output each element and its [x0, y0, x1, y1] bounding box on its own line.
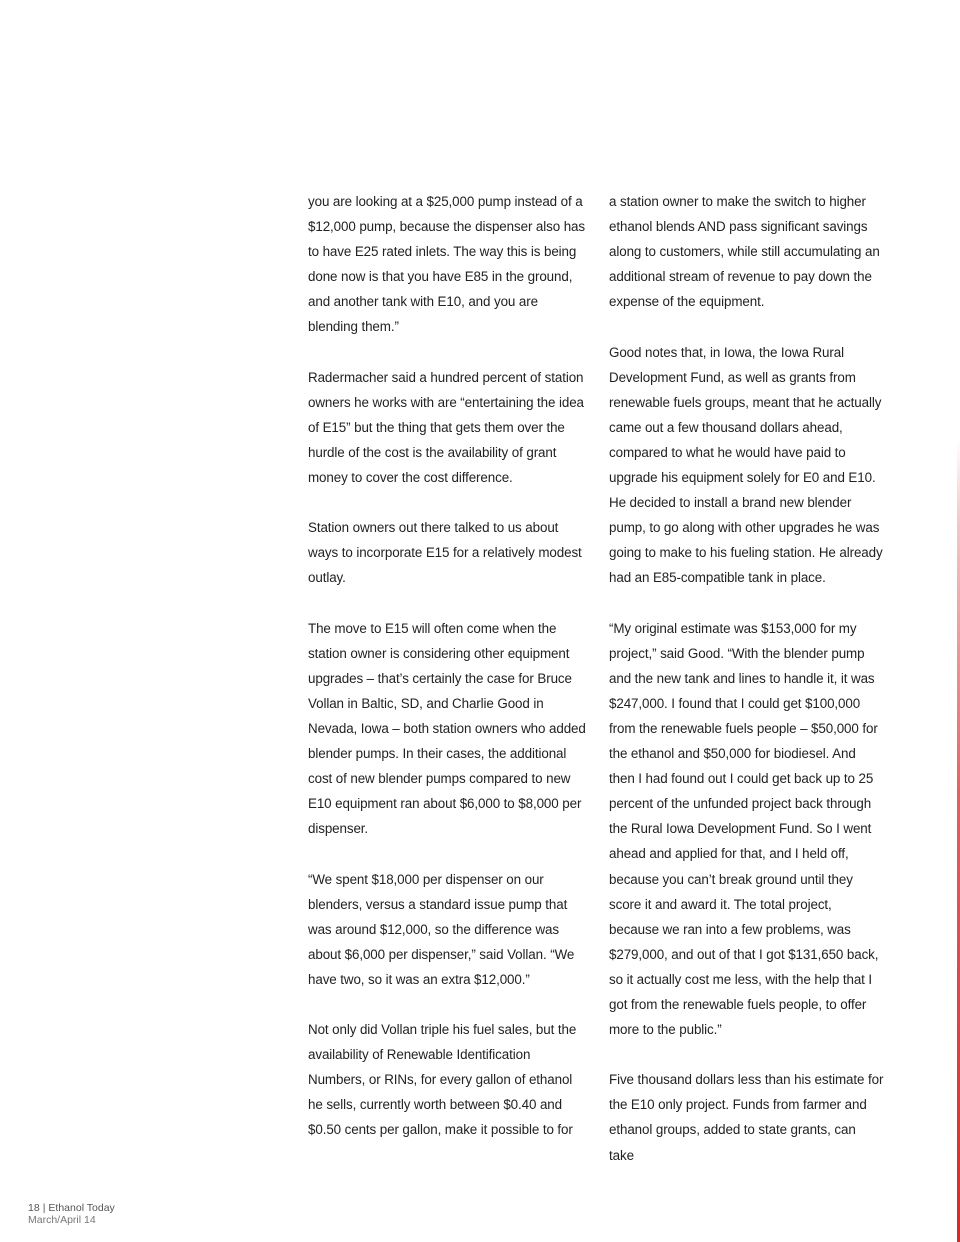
footer-separator: | [42, 1202, 46, 1214]
page-footer [28, 1202, 115, 1226]
article-paragraph: Radermacher said a hundred percent of station owners he works with are “entertaining the idea of E15” but the thing that gets them over the hurdle of the cost is the availability of grant money to cover the cost difference. [308, 369, 584, 486]
article-column-left [308, 189, 588, 1143]
article-paragraph: Not only did Vollan triple his fuel sales, but the availability of Renewable Identification Numbers, or RINs, for every gallon of ethanol he sells, currently worth between $0.40 and $0.50 cents per gallon, make it possible to for [308, 1022, 577, 1138]
article-paragraph: The move to E15 will often come when the station owner is considering other equipment upgrades – that’s certainly the case for Bruce Vollan in Baltic, SD, and Charlie Good in Nevada, Iowa – both station owners who added blender pumps. In their cases, the additional cost of new blender pumps compared to new E10 equipment ran about $6,000 to $8,000 per dispenser. [308, 620, 586, 837]
article-column-right [609, 189, 884, 1168]
article-paragraph: a station owner to make the switch to higher ethanol blends AND pass significant savings along to customers, while still accumulating an additional stream of revenue to pay down the expense of the equipment. [609, 194, 880, 310]
article-paragraph: “My original estimate was $153,000 for my project,” said Good. “With the blender pump and the new tank and lines to handle it, it was $247,000. I found that I could get $100,000 from the renewable fuels people – $50,000 for the ethanol and $50,000 for biodiesel. And then I had found out I could get back up to 25 percent of the unfunded project back through the Rural Iowa Development Fund. So I went ahead and applied for that, and I held off, because you can’t break ground until they score it and award it. The total project, because we ran into a few problems, was $279,000, and out of that I got $131,650 back, so it actually cost me less, with the help that I got from the renewable fuels people, to offer more to the public.” [609, 620, 879, 1038]
article-paragraph: Station owners out there talked to us about ways to incorporate E15 for a relatively modest outlay. [308, 520, 582, 586]
article-paragraph: Five thousand dollars less than his estimate for the E10 only project. Funds from farmer and ethanol groups, added to state grants, can take [609, 1072, 884, 1163]
article-paragraph: “We spent $18,000 per dispenser on our blenders, versus a standard issue pump that was around $12,000, so the difference was about $6,000 per dispenser,” said Vollan. “We have two, so it was an extra $12,000.” [308, 871, 575, 987]
article-paragraph: you are looking at a $25,000 pump instead of a $12,000 pump, because the dispenser also has to have E25 rated inlets. The way this is being done now is that you have E85 in the ground, and another tank with E10, and you are blending them.” [308, 194, 585, 335]
page-number: 18 [28, 1202, 40, 1214]
publication-name: Ethanol Today [48, 1202, 115, 1214]
article-paragraph: Good notes that, in Iowa, the Iowa Rural Development Fund, as well as grants from renewable fuels groups, meant that he actually came out a few thousand dollars ahead, compared to what he would have paid to upgrade his equipment solely for E0 and E10. He decided to install a brand new blender pump, to go along with other upgrades he was going to make to his fueling station. He already had an E85-compatible tank in place. [609, 344, 883, 586]
issue-date: March/April 14 [28, 1214, 96, 1226]
